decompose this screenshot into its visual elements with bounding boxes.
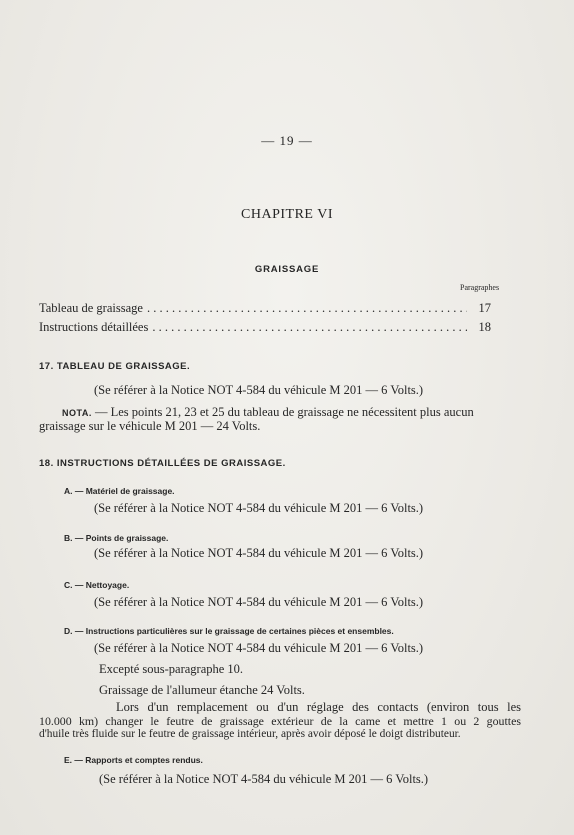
- subsection-e-title: E. — Rapports et comptes rendus.: [64, 755, 203, 765]
- page-number: — 19 —: [261, 133, 313, 148]
- subsection-b-title: B. — Points de graissage.: [64, 533, 169, 543]
- subsection-b-reference: (Se référer à la Notice NOT 4-584 du véhicule M 201 — 6 Volts.): [94, 546, 424, 560]
- toc-row-18: [39, 320, 491, 335]
- subsection-d-exception: Excepté sous-paragraphe 10.: [99, 662, 244, 676]
- toc-number: 18: [478, 320, 491, 334]
- chapter-title: CHAPITRE VI: [241, 207, 333, 222]
- subsection-c-title: C. — Nettoyage.: [64, 580, 130, 590]
- toc-label: Tableau de graissage: [39, 301, 143, 315]
- nota-text-1: — Les points 21, 23 et 25 du tableau de graissage ne nécessitent plus aucun: [94, 405, 474, 419]
- nota-label: NOTA.: [62, 408, 92, 418]
- subsection-d-grease-title: Graissage de l'allumeur étanche 24 Volts.: [99, 683, 305, 697]
- toc-number: 17: [478, 301, 491, 315]
- toc-leader: [147, 301, 467, 316]
- section-17-heading: 17. TABLEAU DE GRAISSAGE.: [39, 361, 191, 372]
- subsection-d-title: D. — Instructions particulières sur le graissage de certaines pièces et ensembles.: [64, 626, 394, 636]
- subsection-d-paragraph-line-2: 10.000 km) changer le feutre de graissage extérieur de la came et mettre 1 ou 2 gouttes: [39, 714, 521, 728]
- toc-label: Instructions détaillées: [39, 320, 149, 334]
- subsection-d-paragraph-line-3: d'huile très fluide sur le feutre de graissage intérieur, après avoir déposé le doigt distributeur.: [39, 728, 461, 740]
- section-17-reference: (Se référer à la Notice NOT 4-584 du véhicule M 201 — 6 Volts.): [94, 383, 424, 397]
- section-title: GRAISSAGE: [254, 264, 320, 275]
- toc-column-header: Paragraphes: [460, 283, 500, 292]
- section-18-heading: 18. INSTRUCTIONS DÉTAILLÉES DE GRAISSAGE.: [39, 458, 286, 469]
- subsection-c-reference: (Se référer à la Notice NOT 4-584 du véhicule M 201 — 6 Volts.): [94, 595, 424, 609]
- toc-row-17: [39, 301, 491, 316]
- subsection-d-reference: (Se référer à la Notice NOT 4-584 du véhicule M 201 — 6 Volts.): [94, 641, 424, 655]
- toc-leader: [152, 320, 467, 335]
- subsection-a-reference: (Se référer à la Notice NOT 4-584 du véhicule M 201 — 6 Volts.): [94, 501, 424, 515]
- subsection-a-title: A. — Matériel de graissage.: [64, 486, 175, 496]
- subsection-d-paragraph-line-1: Lors d'un remplacement ou d'un réglage des contacts (environ tous les: [116, 700, 521, 714]
- nota-line-1: [62, 405, 474, 420]
- subsection-e-reference: (Se référer à la Notice NOT 4-584 du véhicule M 201 — 6 Volts.): [99, 772, 429, 786]
- nota-line-2: graissage sur le véhicule M 201 — 24 Volts.: [39, 419, 261, 433]
